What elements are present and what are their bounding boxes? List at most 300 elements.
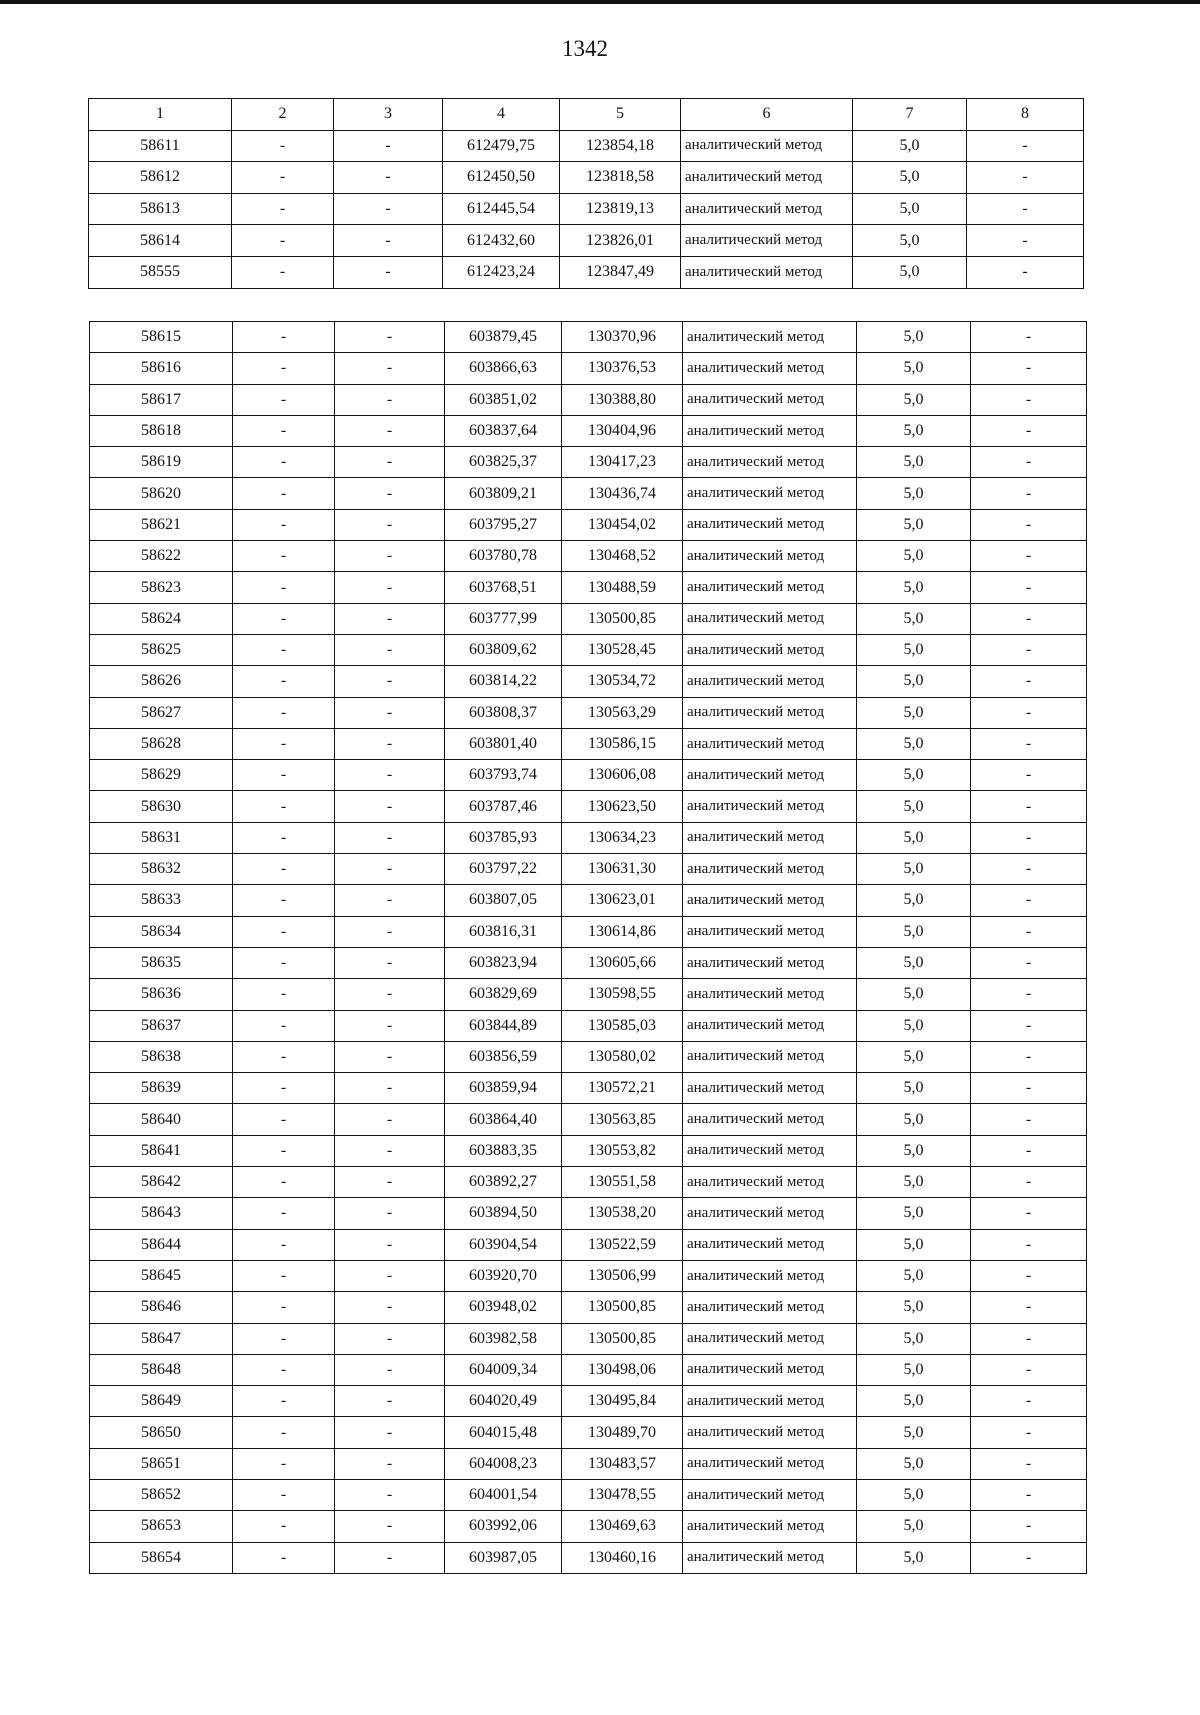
table-row	[90, 666, 1087, 697]
table-row	[90, 1386, 1087, 1417]
method-cell: аналитический метод	[683, 1041, 857, 1072]
point-number-cell: 58615	[90, 322, 233, 353]
col2-cell: -	[232, 256, 334, 288]
col2-cell: -	[233, 916, 335, 947]
col2-cell: -	[233, 1073, 335, 1104]
accuracy-cell: 5,0	[857, 478, 971, 509]
col2-cell: -	[233, 854, 335, 885]
table-row	[90, 916, 1087, 947]
y-coordinate-cell: 130585,03	[562, 1010, 683, 1041]
x-coordinate-cell: 603801,40	[445, 728, 562, 759]
x-coordinate-cell: 603859,94	[445, 1073, 562, 1104]
col2-cell: -	[233, 1292, 335, 1323]
point-number-cell: 58618	[90, 415, 233, 446]
method-cell: аналитический метод	[683, 1104, 857, 1135]
col3-cell: -	[335, 509, 445, 540]
x-coordinate-cell: 603780,78	[445, 541, 562, 572]
col3-cell: -	[335, 1198, 445, 1229]
table-row	[90, 885, 1087, 916]
table-header-row	[89, 99, 1084, 131]
table-row	[89, 162, 1084, 194]
col3-cell: -	[334, 193, 443, 225]
y-coordinate-cell: 123847,49	[560, 256, 681, 288]
point-number-cell: 58617	[90, 384, 233, 415]
col8-cell: -	[971, 1292, 1087, 1323]
accuracy-cell: 5,0	[857, 1198, 971, 1229]
accuracy-cell: 5,0	[857, 728, 971, 759]
point-number-cell: 58612	[89, 162, 232, 194]
x-coordinate-cell: 603797,22	[445, 854, 562, 885]
accuracy-cell: 5,0	[857, 1135, 971, 1166]
col3-cell: -	[335, 1542, 445, 1573]
accuracy-cell: 5,0	[857, 322, 971, 353]
col8-cell: -	[971, 478, 1087, 509]
col2-cell: -	[233, 1448, 335, 1479]
table-row	[90, 541, 1087, 572]
column-header: 6	[681, 99, 853, 131]
accuracy-cell: 5,0	[857, 509, 971, 540]
method-cell: аналитический метод	[683, 1167, 857, 1198]
accuracy-cell: 5,0	[857, 1542, 971, 1573]
point-number-cell: 58654	[90, 1542, 233, 1573]
accuracy-cell: 5,0	[857, 979, 971, 1010]
col2-cell: -	[233, 509, 335, 540]
y-coordinate-cell: 130500,85	[562, 603, 683, 634]
y-coordinate-cell: 130460,16	[562, 1542, 683, 1573]
y-coordinate-cell: 123818,58	[560, 162, 681, 194]
point-number-cell: 58644	[90, 1229, 233, 1260]
accuracy-cell: 5,0	[853, 193, 967, 225]
accuracy-cell: 5,0	[857, 885, 971, 916]
point-number-cell: 58638	[90, 1041, 233, 1072]
point-number-cell: 58647	[90, 1323, 233, 1354]
y-coordinate-cell: 130631,30	[562, 854, 683, 885]
method-cell: аналитический метод	[683, 916, 857, 947]
col2-cell: -	[233, 353, 335, 384]
method-cell: аналитический метод	[683, 478, 857, 509]
col3-cell: -	[334, 256, 443, 288]
x-coordinate-cell: 603883,35	[445, 1135, 562, 1166]
x-coordinate-cell: 603829,69	[445, 979, 562, 1010]
point-number-cell: 58614	[89, 225, 232, 257]
col8-cell: -	[967, 130, 1084, 162]
col2-cell: -	[233, 322, 335, 353]
y-coordinate-cell: 130605,66	[562, 947, 683, 978]
y-coordinate-cell: 130563,29	[562, 697, 683, 728]
x-coordinate-cell: 603795,27	[445, 509, 562, 540]
method-cell: аналитический метод	[683, 1542, 857, 1573]
method-cell: аналитический метод	[681, 193, 853, 225]
accuracy-cell: 5,0	[857, 1479, 971, 1510]
col2-cell: -	[233, 1104, 335, 1135]
accuracy-cell: 5,0	[857, 697, 971, 728]
x-coordinate-cell: 604015,48	[445, 1417, 562, 1448]
method-cell: аналитический метод	[681, 225, 853, 257]
point-number-cell: 58616	[90, 353, 233, 384]
accuracy-cell: 5,0	[853, 130, 967, 162]
accuracy-cell: 5,0	[857, 916, 971, 947]
col8-cell: -	[971, 666, 1087, 697]
col2-cell: -	[233, 384, 335, 415]
col3-cell: -	[335, 947, 445, 978]
x-coordinate-cell: 603814,22	[445, 666, 562, 697]
col3-cell: -	[335, 1511, 445, 1542]
y-coordinate-cell: 130404,96	[562, 415, 683, 446]
x-coordinate-cell: 603982,58	[445, 1323, 562, 1354]
col8-cell: -	[971, 1073, 1087, 1104]
col3-cell: -	[335, 1010, 445, 1041]
col3-cell: -	[335, 1479, 445, 1510]
x-coordinate-cell: 603837,64	[445, 415, 562, 446]
point-number-cell: 58627	[90, 697, 233, 728]
y-coordinate-cell: 130388,80	[562, 384, 683, 415]
y-coordinate-cell: 130572,21	[562, 1073, 683, 1104]
col3-cell: -	[335, 1135, 445, 1166]
accuracy-cell: 5,0	[857, 1323, 971, 1354]
col3-cell: -	[335, 1041, 445, 1072]
col8-cell: -	[971, 947, 1087, 978]
col2-cell: -	[233, 1417, 335, 1448]
method-cell: аналитический метод	[683, 603, 857, 634]
x-coordinate-cell: 603809,21	[445, 478, 562, 509]
accuracy-cell: 5,0	[857, 1448, 971, 1479]
table-row	[89, 193, 1084, 225]
col3-cell: -	[335, 979, 445, 1010]
column-header: 2	[232, 99, 334, 131]
x-coordinate-cell: 603892,27	[445, 1167, 562, 1198]
point-number-cell: 58646	[90, 1292, 233, 1323]
col3-cell: -	[335, 1104, 445, 1135]
col2-cell: -	[233, 885, 335, 916]
table-row	[90, 384, 1087, 415]
col8-cell: -	[971, 1198, 1087, 1229]
table-row	[90, 1041, 1087, 1072]
y-coordinate-cell: 130551,58	[562, 1167, 683, 1198]
y-coordinate-cell: 123819,13	[560, 193, 681, 225]
coordinates-table-first	[88, 98, 1084, 289]
col3-cell: -	[335, 1448, 445, 1479]
accuracy-cell: 5,0	[857, 854, 971, 885]
accuracy-cell: 5,0	[857, 1073, 971, 1104]
y-coordinate-cell: 130454,02	[562, 509, 683, 540]
col8-cell: -	[967, 193, 1084, 225]
col3-cell: -	[334, 162, 443, 194]
col3-cell: -	[335, 1417, 445, 1448]
col8-cell: -	[971, 384, 1087, 415]
y-coordinate-cell: 130506,99	[562, 1260, 683, 1291]
y-coordinate-cell: 130598,55	[562, 979, 683, 1010]
method-cell: аналитический метод	[683, 666, 857, 697]
y-coordinate-cell: 130468,52	[562, 541, 683, 572]
method-cell: аналитический метод	[683, 353, 857, 384]
accuracy-cell: 5,0	[857, 415, 971, 446]
x-coordinate-cell: 603787,46	[445, 791, 562, 822]
col3-cell: -	[335, 478, 445, 509]
col3-cell: -	[335, 1073, 445, 1104]
point-number-cell: 58643	[90, 1198, 233, 1229]
point-number-cell: 58619	[90, 447, 233, 478]
col8-cell: -	[971, 415, 1087, 446]
col2-cell: -	[233, 1198, 335, 1229]
table-row	[89, 130, 1084, 162]
col8-cell: -	[971, 697, 1087, 728]
y-coordinate-cell: 130436,74	[562, 478, 683, 509]
col2-cell: -	[233, 572, 335, 603]
method-cell: аналитический метод	[683, 1323, 857, 1354]
point-number-cell: 58648	[90, 1354, 233, 1385]
accuracy-cell: 5,0	[857, 572, 971, 603]
x-coordinate-cell: 603866,63	[445, 353, 562, 384]
col3-cell: -	[335, 353, 445, 384]
table-row	[90, 1010, 1087, 1041]
col2-cell: -	[232, 193, 334, 225]
x-coordinate-cell: 603844,89	[445, 1010, 562, 1041]
x-coordinate-cell: 603856,59	[445, 1041, 562, 1072]
method-cell: аналитический метод	[683, 1010, 857, 1041]
col8-cell: -	[971, 1386, 1087, 1417]
point-number-cell: 58629	[90, 760, 233, 791]
x-coordinate-cell: 603825,37	[445, 447, 562, 478]
table-row	[90, 728, 1087, 759]
method-cell: аналитический метод	[683, 760, 857, 791]
column-header: 8	[967, 99, 1084, 131]
method-cell: аналитический метод	[683, 572, 857, 603]
table-row	[90, 1292, 1087, 1323]
accuracy-cell: 5,0	[857, 666, 971, 697]
table-row	[90, 697, 1087, 728]
accuracy-cell: 5,0	[857, 384, 971, 415]
table-row	[90, 447, 1087, 478]
table-row	[89, 256, 1084, 288]
col8-cell: -	[971, 447, 1087, 478]
method-cell: аналитический метод	[683, 822, 857, 853]
y-coordinate-cell: 130580,02	[562, 1041, 683, 1072]
col3-cell: -	[335, 1323, 445, 1354]
x-coordinate-cell: 603816,31	[445, 916, 562, 947]
point-number-cell: 58630	[90, 791, 233, 822]
col3-cell: -	[335, 854, 445, 885]
col2-cell: -	[233, 947, 335, 978]
point-number-cell: 58623	[90, 572, 233, 603]
table-row	[90, 1104, 1087, 1135]
col8-cell: -	[971, 541, 1087, 572]
accuracy-cell: 5,0	[857, 1010, 971, 1041]
col3-cell: -	[335, 603, 445, 634]
accuracy-cell: 5,0	[857, 791, 971, 822]
col2-cell: -	[233, 478, 335, 509]
point-number-cell: 58649	[90, 1386, 233, 1417]
table-row	[90, 353, 1087, 384]
point-number-cell: 58621	[90, 509, 233, 540]
table-row	[90, 1479, 1087, 1510]
col8-cell: -	[971, 509, 1087, 540]
y-coordinate-cell: 130553,82	[562, 1135, 683, 1166]
y-coordinate-cell: 130634,23	[562, 822, 683, 853]
col2-cell: -	[233, 728, 335, 759]
col3-cell: -	[335, 666, 445, 697]
col8-cell: -	[971, 822, 1087, 853]
table-row	[90, 791, 1087, 822]
col8-cell: -	[971, 885, 1087, 916]
accuracy-cell: 5,0	[853, 256, 967, 288]
y-coordinate-cell: 130522,59	[562, 1229, 683, 1260]
point-number-cell: 58651	[90, 1448, 233, 1479]
x-coordinate-cell: 612445,54	[443, 193, 560, 225]
method-cell: аналитический метод	[683, 1073, 857, 1104]
table-row	[90, 322, 1087, 353]
table-row	[90, 603, 1087, 634]
table-row	[90, 415, 1087, 446]
col3-cell: -	[335, 634, 445, 665]
col2-cell: -	[232, 225, 334, 257]
col8-cell: -	[971, 1041, 1087, 1072]
col3-cell: -	[335, 322, 445, 353]
y-coordinate-cell: 130586,15	[562, 728, 683, 759]
accuracy-cell: 5,0	[857, 353, 971, 384]
col3-cell: -	[335, 1292, 445, 1323]
col8-cell: -	[971, 1354, 1087, 1385]
table-row	[90, 509, 1087, 540]
col3-cell: -	[335, 1386, 445, 1417]
y-coordinate-cell: 123854,18	[560, 130, 681, 162]
method-cell: аналитический метод	[681, 256, 853, 288]
table-row	[90, 1323, 1087, 1354]
y-coordinate-cell: 130370,96	[562, 322, 683, 353]
col3-cell: -	[335, 572, 445, 603]
x-coordinate-cell: 603987,05	[445, 1542, 562, 1573]
col8-cell: -	[971, 916, 1087, 947]
col3-cell: -	[334, 225, 443, 257]
column-header: 3	[334, 99, 443, 131]
accuracy-cell: 5,0	[857, 447, 971, 478]
col3-cell: -	[335, 447, 445, 478]
method-cell: аналитический метод	[683, 384, 857, 415]
x-coordinate-cell: 603793,74	[445, 760, 562, 791]
page-number: 1342	[562, 36, 608, 61]
point-number-cell: 58634	[90, 916, 233, 947]
x-coordinate-cell: 604009,34	[445, 1354, 562, 1385]
table-row	[90, 1198, 1087, 1229]
col3-cell: -	[335, 697, 445, 728]
col8-cell: -	[971, 572, 1087, 603]
col8-cell: -	[971, 791, 1087, 822]
column-header: 5	[560, 99, 681, 131]
column-header: 1	[89, 99, 232, 131]
coordinates-table-second	[89, 321, 1087, 1574]
col3-cell: -	[335, 1229, 445, 1260]
table-row	[90, 1354, 1087, 1385]
y-coordinate-cell: 123826,01	[560, 225, 681, 257]
y-coordinate-cell: 130488,59	[562, 572, 683, 603]
x-coordinate-cell: 604020,49	[445, 1386, 562, 1417]
point-number-cell: 58652	[90, 1479, 233, 1510]
col8-cell: -	[971, 1417, 1087, 1448]
method-cell: аналитический метод	[681, 130, 853, 162]
col8-cell: -	[971, 1448, 1087, 1479]
method-cell: аналитический метод	[683, 1229, 857, 1260]
col3-cell: -	[335, 760, 445, 791]
accuracy-cell: 5,0	[857, 760, 971, 791]
accuracy-cell: 5,0	[857, 1354, 971, 1385]
x-coordinate-cell: 603785,93	[445, 822, 562, 853]
col8-cell: -	[971, 1479, 1087, 1510]
x-coordinate-cell: 603808,37	[445, 697, 562, 728]
col8-cell: -	[971, 634, 1087, 665]
y-coordinate-cell: 130606,08	[562, 760, 683, 791]
page-top-border	[0, 0, 1200, 4]
col8-cell: -	[971, 979, 1087, 1010]
y-coordinate-cell: 130489,70	[562, 1417, 683, 1448]
y-coordinate-cell: 130614,86	[562, 916, 683, 947]
table-row	[90, 979, 1087, 1010]
table-row	[90, 760, 1087, 791]
method-cell: аналитический метод	[683, 1417, 857, 1448]
point-number-cell: 58635	[90, 947, 233, 978]
x-coordinate-cell: 603879,45	[445, 322, 562, 353]
col2-cell: -	[233, 634, 335, 665]
col3-cell: -	[335, 1167, 445, 1198]
table-row	[90, 634, 1087, 665]
table-body	[90, 322, 1087, 1574]
y-coordinate-cell: 130469,63	[562, 1511, 683, 1542]
col2-cell: -	[233, 791, 335, 822]
col3-cell: -	[334, 130, 443, 162]
y-coordinate-cell: 130417,23	[562, 447, 683, 478]
x-coordinate-cell: 603768,51	[445, 572, 562, 603]
accuracy-cell: 5,0	[853, 225, 967, 257]
col3-cell: -	[335, 822, 445, 853]
x-coordinate-cell: 603992,06	[445, 1511, 562, 1542]
point-number-cell: 58639	[90, 1073, 233, 1104]
col8-cell: -	[971, 603, 1087, 634]
col2-cell: -	[232, 162, 334, 194]
accuracy-cell: 5,0	[857, 1229, 971, 1260]
point-number-cell: 58613	[89, 193, 232, 225]
col8-cell: -	[971, 1260, 1087, 1291]
accuracy-cell: 5,0	[857, 1292, 971, 1323]
method-cell: аналитический метод	[683, 1292, 857, 1323]
col2-cell: -	[233, 822, 335, 853]
method-cell: аналитический метод	[683, 1354, 857, 1385]
y-coordinate-cell: 130534,72	[562, 666, 683, 697]
col8-cell: -	[971, 1323, 1087, 1354]
column-header: 4	[443, 99, 560, 131]
point-number-cell: 58637	[90, 1010, 233, 1041]
y-coordinate-cell: 130623,50	[562, 791, 683, 822]
method-cell: аналитический метод	[683, 1479, 857, 1510]
method-cell: аналитический метод	[681, 162, 853, 194]
point-number-cell: 58636	[90, 979, 233, 1010]
col8-cell: -	[971, 353, 1087, 384]
table-row	[90, 1511, 1087, 1542]
col2-cell: -	[233, 760, 335, 791]
table-row	[90, 1417, 1087, 1448]
col2-cell: -	[233, 979, 335, 1010]
table-row	[90, 854, 1087, 885]
x-coordinate-cell: 603948,02	[445, 1292, 562, 1323]
accuracy-cell: 5,0	[857, 1260, 971, 1291]
x-coordinate-cell: 603809,62	[445, 634, 562, 665]
method-cell: аналитический метод	[683, 697, 857, 728]
point-number-cell: 58641	[90, 1135, 233, 1166]
accuracy-cell: 5,0	[857, 822, 971, 853]
col8-cell: -	[971, 322, 1087, 353]
col2-cell: -	[233, 447, 335, 478]
table-row	[90, 1167, 1087, 1198]
col2-cell: -	[233, 415, 335, 446]
method-cell: аналитический метод	[683, 1448, 857, 1479]
point-number-cell: 58620	[90, 478, 233, 509]
